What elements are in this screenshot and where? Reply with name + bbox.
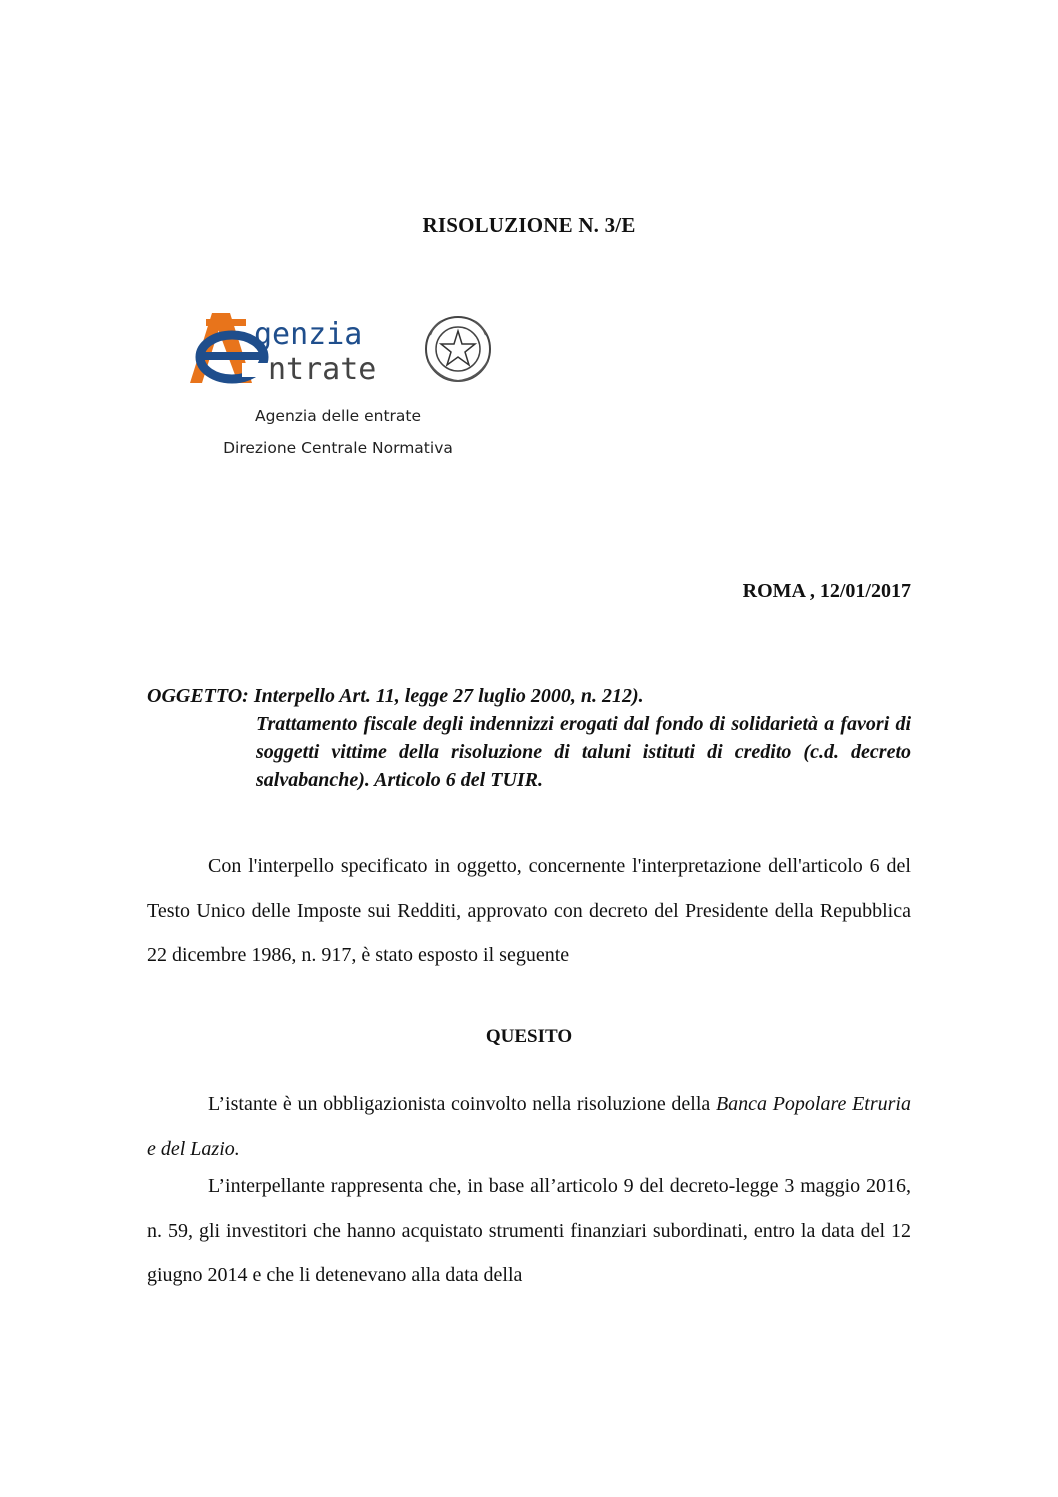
paragraph-3 <box>147 1164 911 1298</box>
subject-line-1: OGGETTO: Interpello Art. 11, legge 27 luglio 2000, n. 212). <box>147 685 644 707</box>
intro-paragraph-text: Con l'interpello specificato in oggetto, concernente l'interpretazione dell'articolo 6 del Testo Unico delle Imposte sui Redditi, approvato con decreto del Presidente della Repubblica 22 dicembre 1986, n. 917, è stato esposto il seguente <box>147 855 911 966</box>
agency-department: Direzione Centrale Normativa <box>223 439 453 457</box>
logo-word-genzia: genzia <box>254 317 363 352</box>
paragraph-2 <box>147 1082 911 1171</box>
paragraph-3-text: L’interpellante rappresenta che, in base all’articolo 9 del decreto-legge 3 maggio 2016, n. 59, gli investitori che hanno acquistato strumenti finanziari subordinati, entro la data del 12 giugno 2014 e che li detenevano alla data della <box>147 1175 911 1286</box>
subject-block <box>147 682 911 794</box>
logo-a-bar <box>206 319 246 326</box>
subject-line-2: Trattamento fiscale degli indennizzi erogati dal fondo di solidarietà a favori di soggetti vittime della risoluzione di taluni istituti di credito (c.d. decreto salvabanche). Articolo 6 del TUIR. <box>256 713 911 791</box>
section-heading: QUESITO <box>485 1026 573 1047</box>
paragraph-2-bank-name: Banca Popolare Etruria e del Lazio. <box>147 1093 911 1160</box>
date-line: ROMA , 12/01/2017 <box>742 580 911 602</box>
document-title: RISOLUZIONE N. 3/E <box>422 213 636 237</box>
intro-paragraph <box>147 844 911 978</box>
logo-word-ntrate: ntrate <box>268 352 377 387</box>
paragraph-2-text: L’istante è un obbligazionista coinvolto nella risoluzione della <box>208 1093 716 1115</box>
agency-name: Agenzia delle entrate <box>254 407 422 425</box>
agenzia-entrate-logo <box>182 305 492 387</box>
logo-e-bar <box>202 352 260 360</box>
republic-emblem <box>426 317 490 381</box>
logo-graphic <box>182 305 492 387</box>
